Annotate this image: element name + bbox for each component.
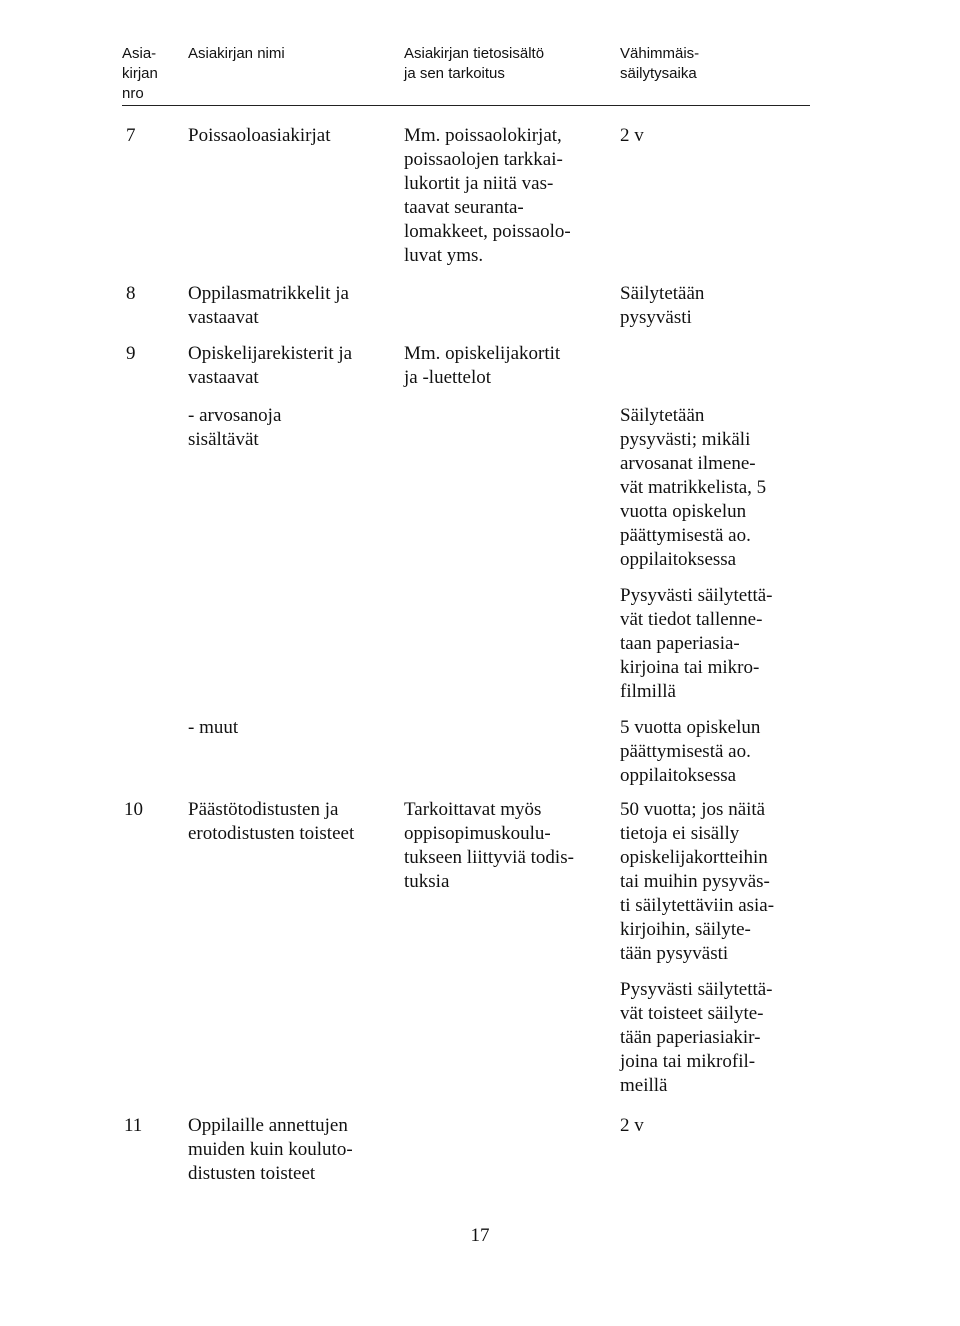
page-number: 17 xyxy=(470,1225,490,1246)
row-9-note-retention: Pysyvästi säilytettä- vät tiedot tallenne- taan paperiasia- kirjoina tai mikro- filmillä xyxy=(620,585,773,702)
header-retention: Vähimmäis- säilytysaika xyxy=(620,45,700,82)
row-10-content: Tarkoittavat myös oppisopimuskoulu- tukseen liittyviä todis- tuksia xyxy=(404,799,574,892)
row-10-note-retention: Pysyvästi säilytettä- vät toisteet säilyte- tään paperiasiakir- joina tai mikrofil- meillä xyxy=(620,979,773,1096)
row-11-retention: 2 v xyxy=(620,1115,644,1136)
row-9-name: Opiskelijarekisterit ja vastaavat xyxy=(188,343,353,388)
row-9a-retention: Säilytetään pysyvästi; mikäli arvosanat ilmene- vät matrikkelista, 5 vuotta opiskelun päättymisestä ao. oppilaitoksessa xyxy=(620,405,767,570)
row-9a-name: - arvosanoja sisältävät xyxy=(188,405,282,450)
row-9-content: Mm. opiskelijakortit ja -luettelot xyxy=(404,343,561,388)
row-7-name: Poissaoloasiakirjat xyxy=(188,125,331,146)
row-9b-name: - muut xyxy=(188,717,239,738)
row-10-name: Päästötodistusten ja erotodistusten toisteet xyxy=(188,799,355,844)
row-10-retention: 50 vuotta; jos näitä tietoja ei sisälly opiskelijakortteihin tai muihin pysyväs- ti säilytettäviin asia- kirjoihin, säilyte- tään pysyvästi xyxy=(620,799,775,964)
row-9b-retention: 5 vuotta opiskelun päättymisestä ao. oppilaitoksessa xyxy=(620,717,761,786)
row-9-nro: 9 xyxy=(126,343,136,364)
row-7-content: Mm. poissaolokirjat, poissaolojen tarkkai- lukortit ja niitä vas- taavat seuranta- lomakkeet, poissaolo- luvat yms. xyxy=(404,125,571,266)
header-nro: Asia- kirjan nro xyxy=(122,45,158,102)
header-name: Asiakirjan nimi xyxy=(188,45,285,62)
row-11-name: Oppilaille annettujen muiden kuin kouluto- distusten toisteet xyxy=(188,1115,353,1184)
header-rule xyxy=(122,105,810,106)
row-8-retention: Säilytetään pysyvästi xyxy=(620,283,705,328)
header-content: Asiakirjan tietosisältö ja sen tarkoitus xyxy=(404,45,545,82)
row-11-nro: 11 xyxy=(124,1115,143,1136)
row-7-nro: 7 xyxy=(126,125,136,146)
row-10-nro: 10 xyxy=(124,799,143,820)
row-8-name: Oppilasmatrikkelit ja vastaavat xyxy=(188,283,349,328)
row-7-retention: 2 v xyxy=(620,125,644,146)
row-8-nro: 8 xyxy=(126,283,136,304)
